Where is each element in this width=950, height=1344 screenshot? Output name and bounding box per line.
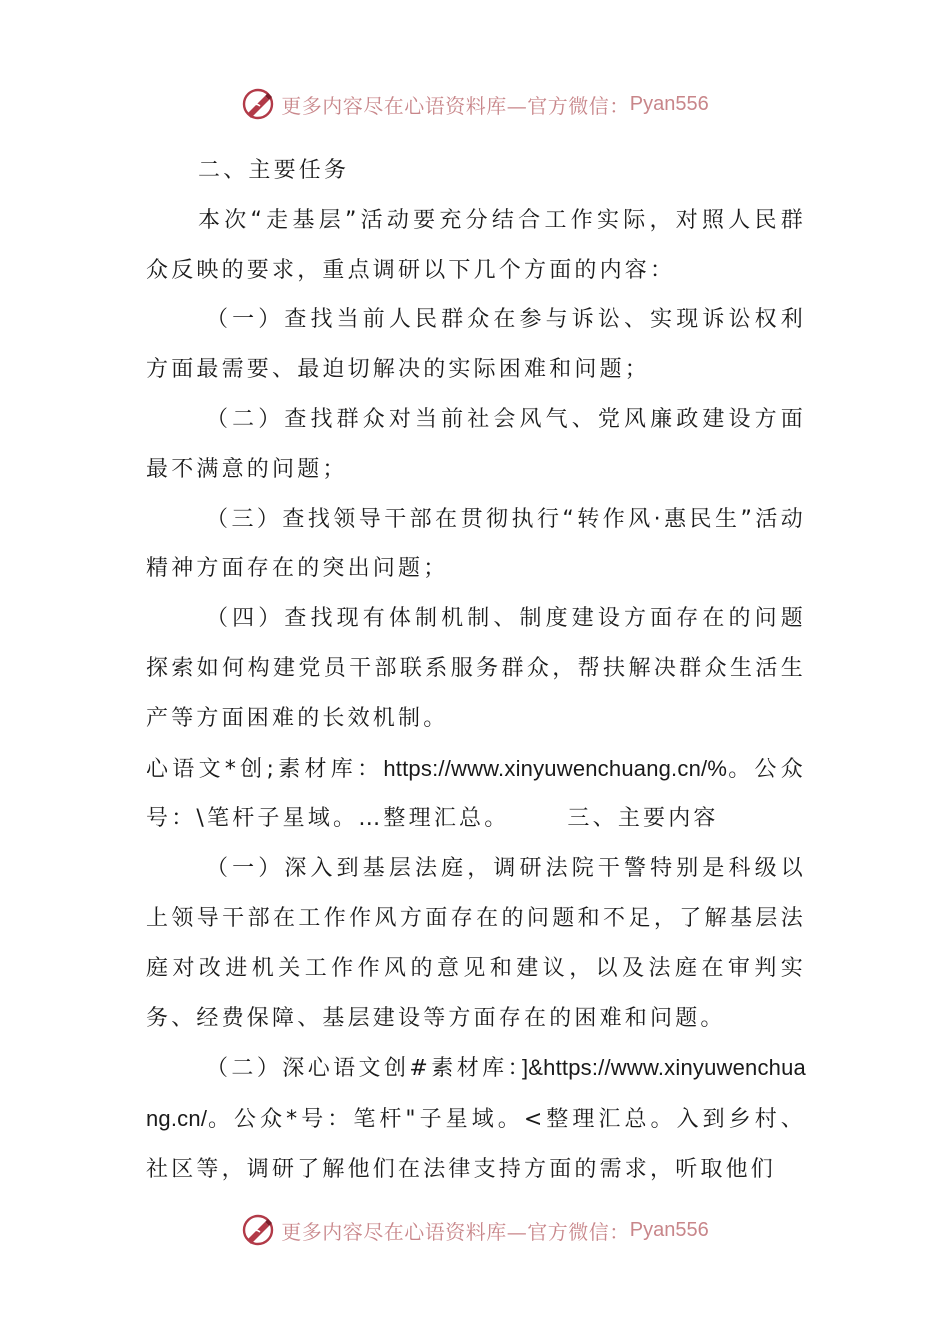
footer-banner-text: 更多内容尽在心语资料库—官方微信：	[281, 1219, 630, 1244]
paragraph-task-4: （四）查找现有体制机制、制度建设方面存在的问题探索如何构建党员干部联系服务群众，帮扶解决群众生活生产等方面困难的长效机制。	[146, 606, 806, 731]
header-banner	[0, 84, 950, 124]
paragraph-task-1: （一）查找当前人民群众在参与诉讼、实现诉讼权利方面最需要、最迫切解决的实际困难和问题；	[146, 307, 806, 383]
paragraph-content-2	[146, 1043, 806, 1194]
header-banner-text: 更多内容尽在心语资料库—官方微信：	[281, 93, 630, 118]
paragraph-watermark-with-section3	[146, 744, 806, 845]
watermark-text-b: 。公众号：\笔杆子星域。…整理汇总。	[146, 756, 806, 832]
header-wechat-id: Pyan556	[629, 92, 709, 115]
footer-banner	[0, 1210, 950, 1250]
content2-text-a: （二）深心语文创#素材库：	[206, 1056, 522, 1082]
content2-text-b: 。公众*号：笔杆"子星域。<整理汇总。入到乡村、社区等，调研了解他们在法律支持方面的需求，听取他们	[146, 1107, 806, 1182]
paragraph-content-1: （一）深入到基层法庭，调研法院干警特别是科级以上领导干部在工作作风方面存在的问题和不足，了解基层法庭对改进机关工作作风的意见和建议，以及法庭在审判实务、经费保障、基层建设等方面存在的困难和问题。	[146, 856, 806, 1031]
paragraph-task-3: （三）查找领导干部在贯彻执行“转作风·惠民生”活动精神方面存在的突出问题；	[146, 506, 806, 582]
watermark-text-a: 心语文*创;素材库：	[146, 756, 384, 782]
document-body	[146, 146, 806, 1195]
section-title-main-content: 三、主要内容	[567, 806, 719, 832]
watermark-url: https://www.xinyuwenchuang.cn/%	[383, 755, 728, 781]
content2-url: ]&https://www.xinyuwenchuang.cn/	[146, 1055, 806, 1132]
section-title-main-tasks: 二、主要任务	[198, 158, 350, 183]
pen-logo-icon	[241, 87, 275, 121]
paragraph-intro: 本次“走基层”活动要充分结合工作实际，对照人民群众反映的要求，重点调研以下几个方面的内容：	[146, 207, 806, 283]
footer-wechat-id: Pyan556	[629, 1218, 709, 1241]
pen-logo-icon	[241, 1213, 275, 1247]
paragraph-task-2: （二）查找群众对当前社会风气、党风廉政建设方面最不满意的问题；	[146, 406, 806, 482]
